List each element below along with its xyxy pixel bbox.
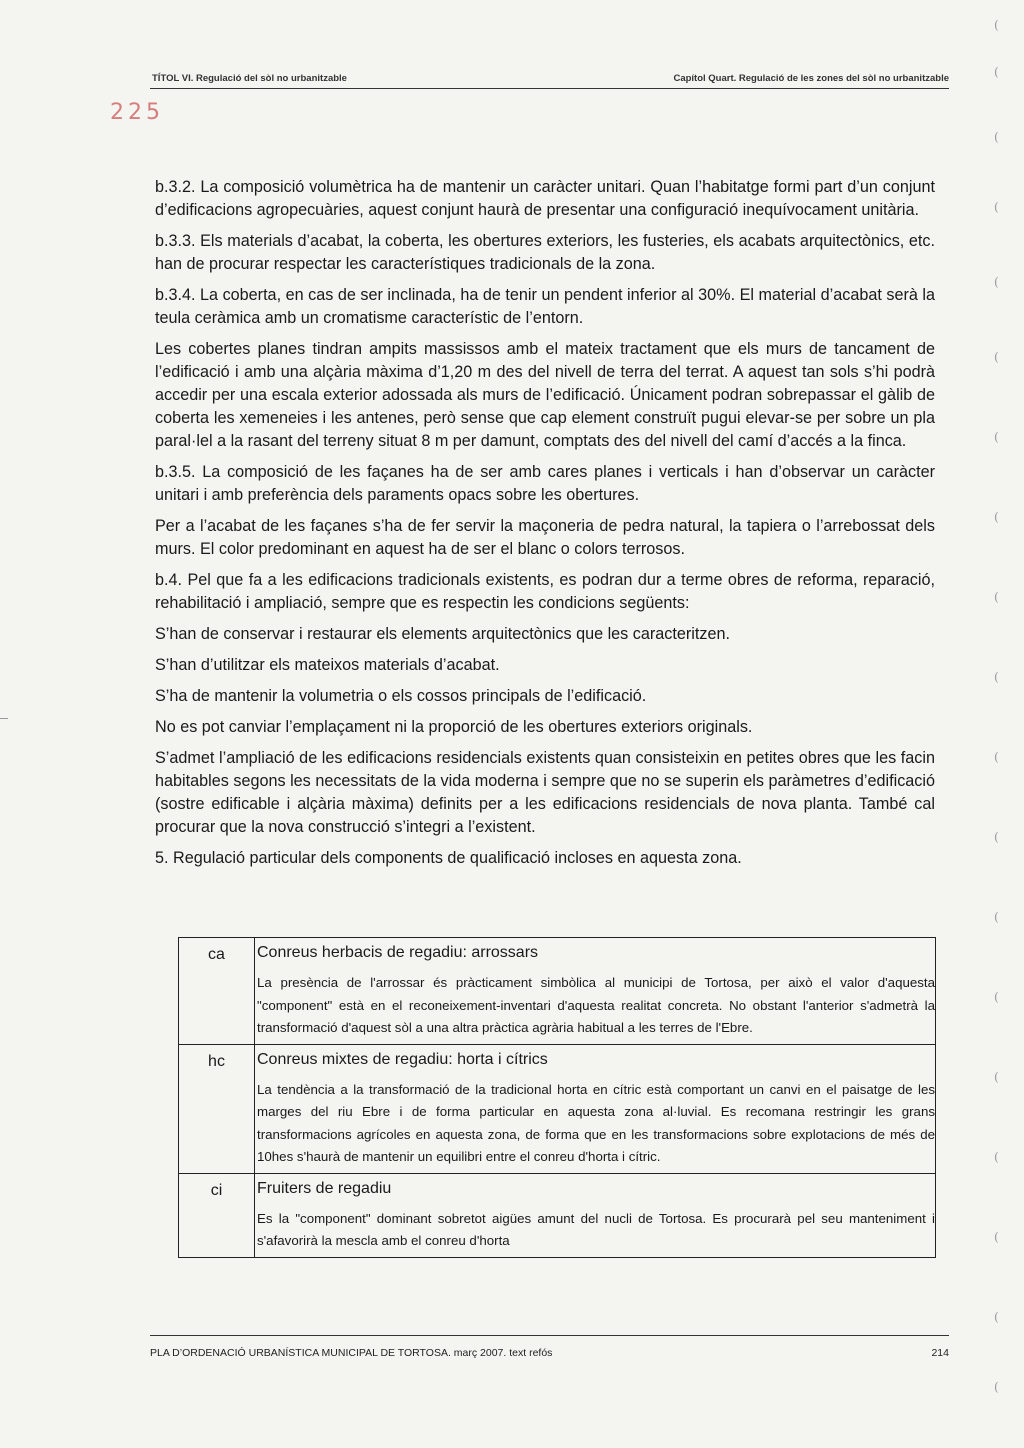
paragraph: S’ha de mantenir la volumetria o els cossos principals de l’edificació. (155, 687, 647, 705)
component-code: ca (179, 938, 255, 1045)
paragraph: S’han de conservar i restaurar els elements arquitectònics que les caracteritzen. (155, 625, 730, 643)
component-text: La tendència a la transformació de la tradicional horta en cítric està comportant un canvi en el paisatge de les marges del riu Ebre i de forma particular en aquesta zona al·luvial. Es recomana restringir les grans transformacions agrícoles en aquesta zona, de forma que en les transformacions sobre explotacions de més de 10hes s'haurà de mantenir un equilibri entre el conreu d'horta i cítric. (257, 1081, 935, 1164)
paragraph: b.3.2. La composició volumètrica ha de mantenir un caràcter unitari. Quan l’habitatge formi part d’un conjunt d’edificacions agropecuàries, aquest conjunt haurà de presentar una configuració inequívocament unitària. (155, 178, 935, 219)
footer-rule (150, 1335, 949, 1336)
component-description (255, 1044, 936, 1173)
footer-title: PLA D’ORDENACIÓ URBANÍSTICA MUNICIPAL DE TORTOSA. març 2007. text refós (150, 1347, 553, 1359)
header-right: Capítol Quart. Regulació de les zones del sòl no urbanitzable (673, 73, 949, 84)
paragraph: b.3.3. Els materials d’acabat, la coberta, les obertures exteriors, les fusteries, els acabats arquitectònics, etc. han de procurar respectar les característiques tradicionals de la zona. (155, 232, 935, 273)
component-title: Fruiters de regadiu (257, 1179, 392, 1197)
paragraph: S’admet l’ampliació de les edificacions residencials existents quan consisteixin en petites obres que les facin habitables segons les necessitats de la vida moderna i sempre que no se superin els paràmetres d’edificació (sostre edificable i alçària màxima) definits per a les edificacions residencials de nova planta. També cal procurar que la nova construcció s’integri a l’existent. (155, 749, 935, 836)
header-left: TÍTOL VI. Regulació del sòl no urbanitzable (152, 73, 347, 84)
page-stamp: 225 (110, 100, 164, 125)
component-text: La presència de l'arrossar és pràcticament simbòlica al municipi de Tortosa, per això el valor d'aquesta "component" està en el reconeixement-inventari d'aquesta realitat concreta. No obstant l'anterior s'admetrà la transformació d'aquest sòl a una altra pràctica agrària habitual a les terres de l'Ebre. (257, 975, 935, 1035)
paragraph: Les cobertes planes tindran ampits massissos amb el mateix tractament que els murs de tancament de l’edificació i amb una alçària màxima d’1,20 m des del nivell de terra del terrat. A aquest tan sols s’hi podrà accedir per una escala exterior adossada als murs de l’edificació. Únicament podran sobrepassar el gàlib de coberta les xemeneies i les antenes, però sense que cap element construït pugui elevar-se per sobre un pla paral·lel a la rasant del terreny situat 8 m per damunt, comptats des del nivell del camí d’accés a la finca. (155, 340, 935, 450)
paragraph: b.3.5. La composició de les façanes ha de ser amb cares planes i verticals i han d’observar un caràcter unitari i amb preferència dels paraments opacs sobre les obertures. (155, 463, 935, 504)
component-title: Conreus mixtes de regadiu: horta i cítrics (257, 1050, 548, 1068)
component-description (255, 938, 936, 1045)
binding-marks: ( ( ( ( ( ( ( ( ( ( ( ( ( ( ( ( ( ( ( (994, 18, 999, 1394)
paragraph: 5. Regulació particular dels components de qualificació incloses en aquesta zona. (155, 849, 742, 867)
paragraph: b.4. Pel que fa a les edificacions tradicionals existents, es podran dur a terme obres de reforma, reparació, rehabilitació i ampliació, sempre que es respectin les condicions següents: (155, 571, 935, 612)
body-text (155, 176, 935, 878)
edge-mark (0, 718, 8, 719)
paragraph: No es pot canviar l’emplaçament ni la proporció de les obertures exteriors originals. (155, 718, 753, 736)
table-row (179, 938, 936, 1045)
component-code: ci (179, 1173, 255, 1257)
component-text: Es la "component" dominant sobretot aigües amunt del nucli de Tortosa. Es procurarà pel seu manteniment i s'afavorirà la mescla amb el conreu d'horta (257, 1210, 935, 1248)
paragraph: Per a l’acabat de les façanes s’ha de fer servir la maçoneria de pedra natural, la tapiera o l’arrebossat dels murs. El color predominant en aquest ha de ser el blanc o colors terrosos. (155, 517, 935, 558)
paragraph: b.3.4. La coberta, en cas de ser inclinada, ha de tenir un pendent inferior al 30%. El material d’acabat serà la teula ceràmica amb un cromatisme característic de l’entorn. (155, 286, 935, 327)
page-number: 214 (931, 1347, 949, 1359)
component-code: hc (179, 1044, 255, 1173)
paragraph: S’han d’utilitzar els mateixos materials d’acabat. (155, 656, 500, 674)
header-rule (150, 88, 949, 89)
component-description (255, 1173, 936, 1257)
components-table (178, 937, 936, 1258)
component-title: Conreus herbacis de regadiu: arrossars (257, 944, 539, 961)
table-row (179, 1173, 936, 1257)
table-row (179, 1044, 936, 1173)
